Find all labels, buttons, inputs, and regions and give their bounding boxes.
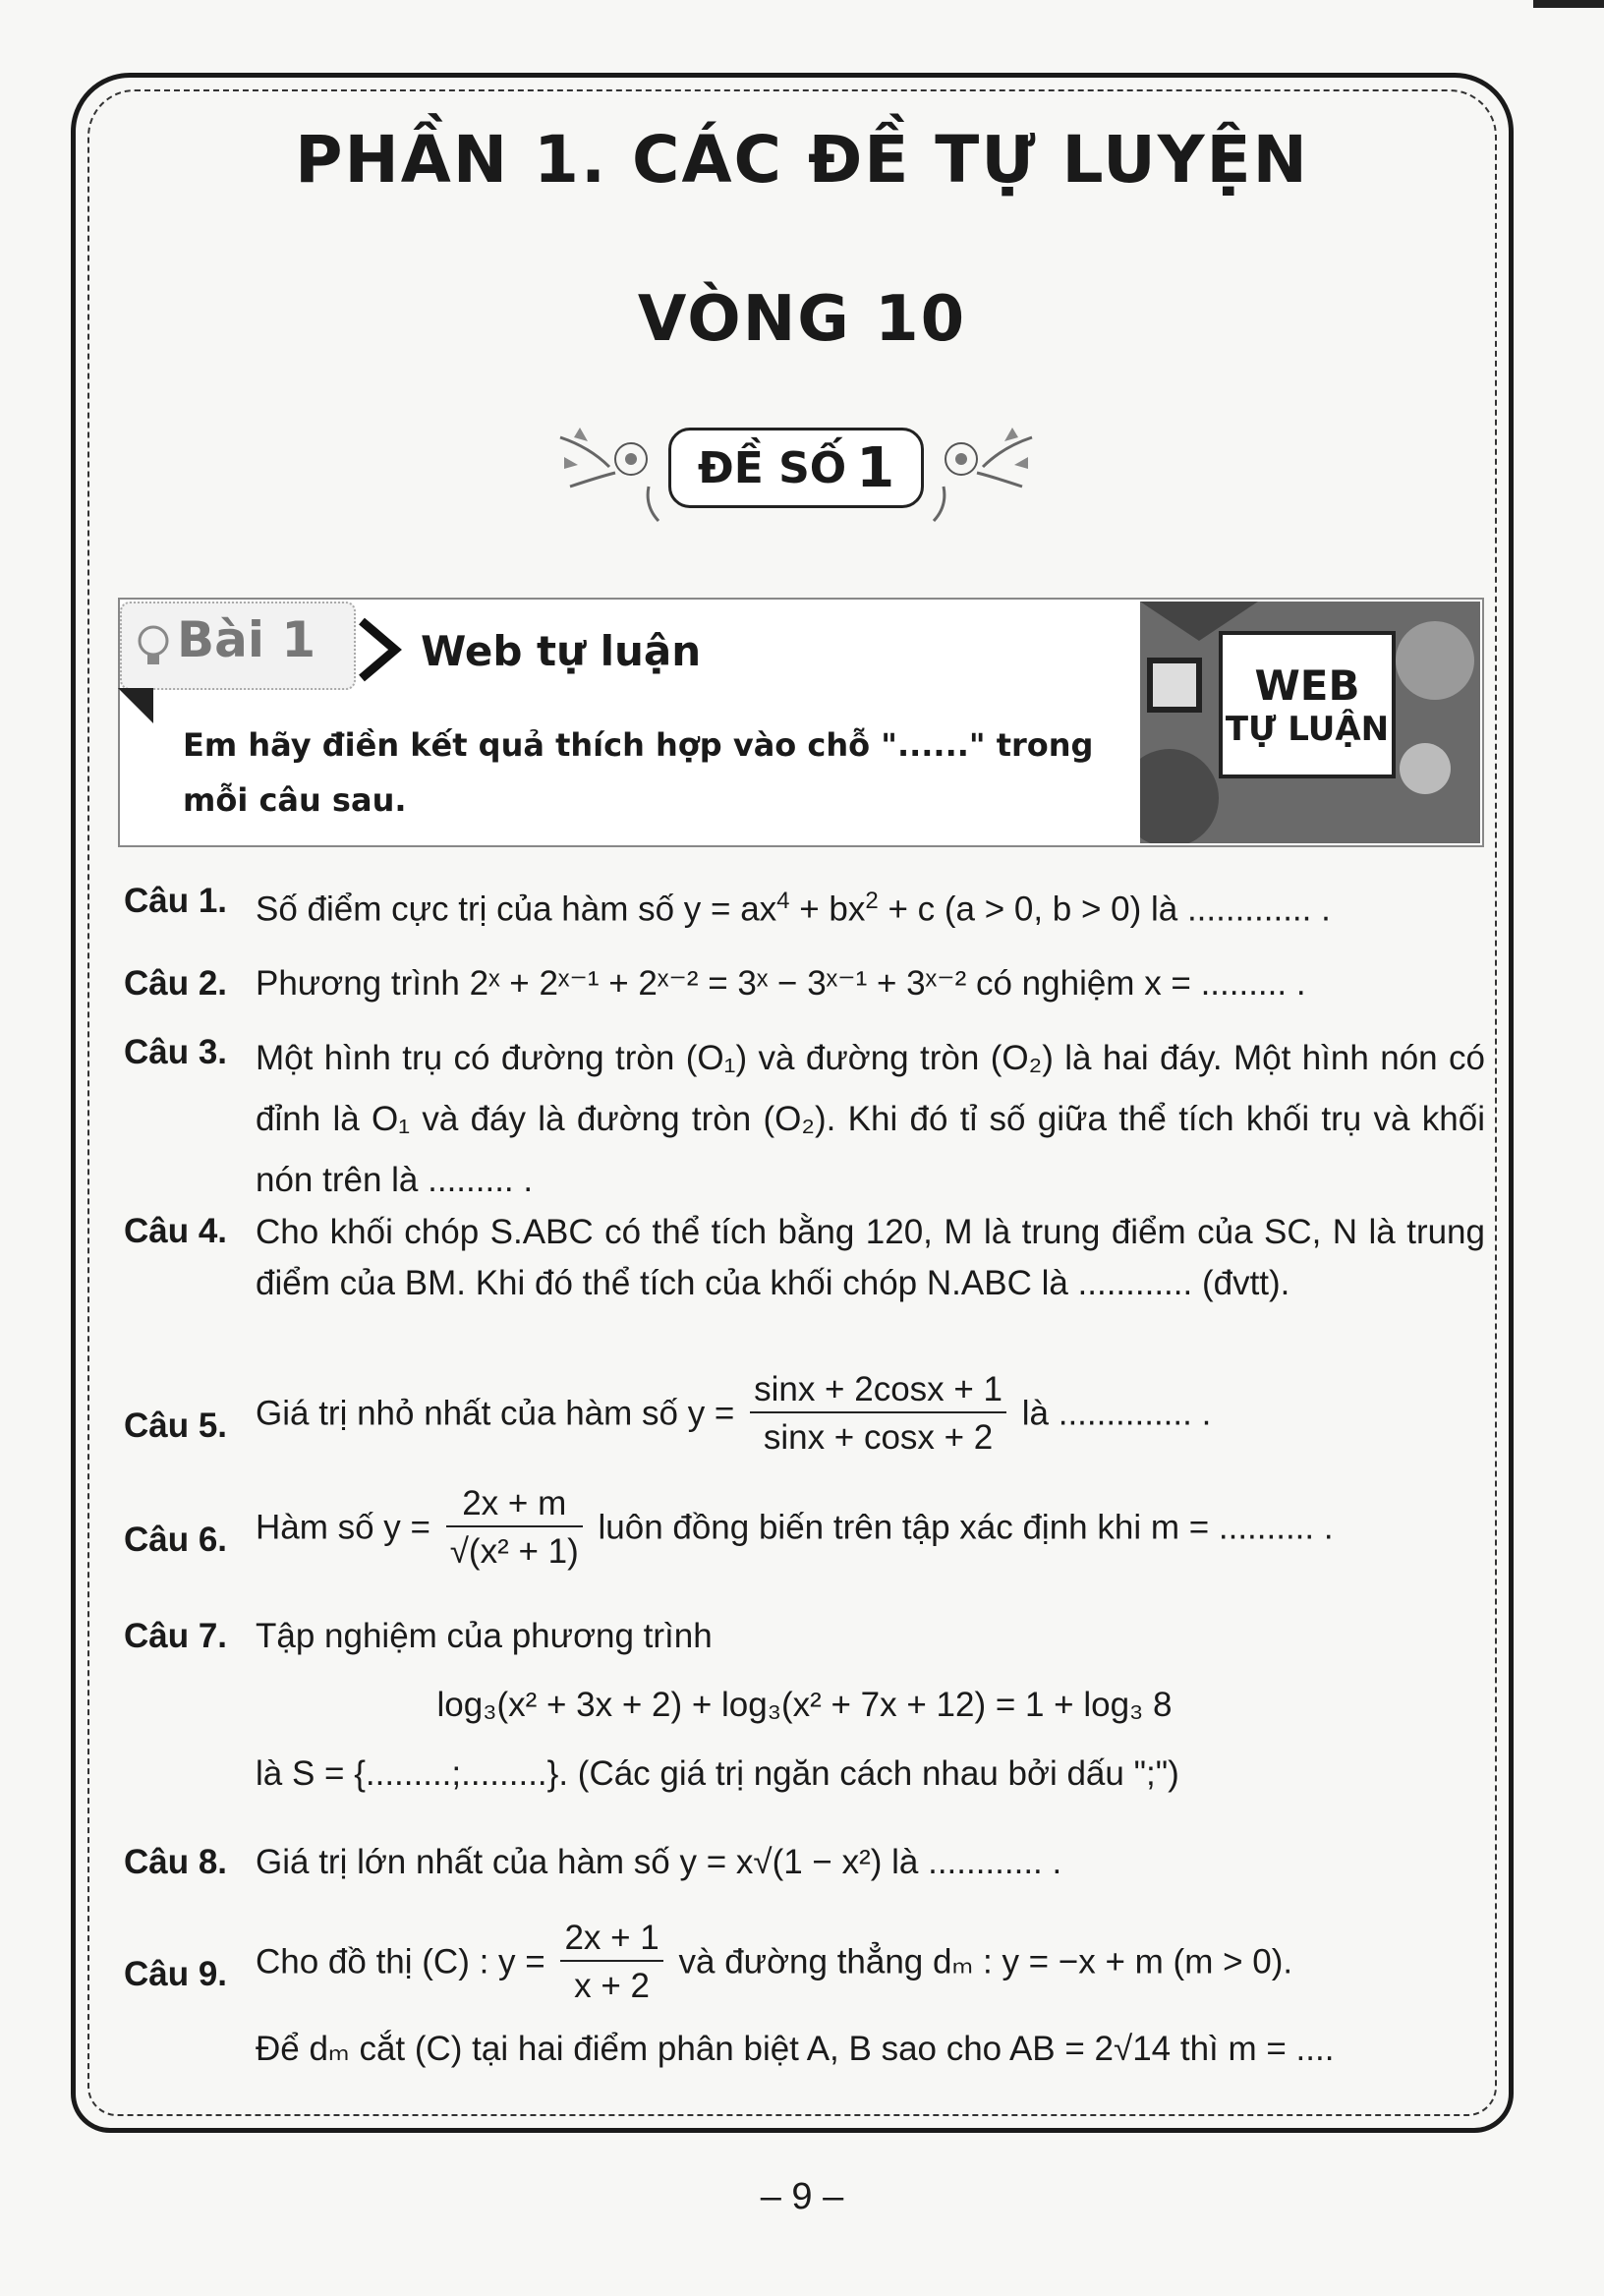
question-label: Câu 1. <box>124 882 228 920</box>
web-sign-line2: TỰ LUẬN <box>1225 709 1390 749</box>
question-6 <box>124 1482 1485 1577</box>
scan-edge-mark <box>1533 0 1604 8</box>
web-sign-line1: WEB <box>1254 660 1360 710</box>
chevron-right-icon <box>356 615 405 684</box>
question-2 <box>124 959 1485 1008</box>
question-text: Một hình trụ có đường tròn (O₁) và đường tròn (O₂) là hai đáy. Một hình nón có đỉnh là O₁ và đáy là đường tròn (O₂). Khi đó tỉ số giữa thể tích khối trụ và khối nón trên là ......... . <box>256 1039 1485 1199</box>
q6-suffix: luôn đồng biến trên tập xác định khi m = .......... . <box>598 1508 1334 1547</box>
question-equation: log₃(x² + 3x + 2) + log₃(x² + 7x + 12) = 1 + log₃ 8 <box>436 1686 1173 1724</box>
q6-prefix: Hàm số y = <box>256 1508 430 1547</box>
q5-suffix: là .............. . <box>1021 1394 1212 1433</box>
q1-part-c: + c (a > 0, b > 0) là ............. . <box>878 890 1331 929</box>
left-floral-icon <box>550 418 668 526</box>
question-9 <box>124 1917 1485 2074</box>
question-label: Câu 8. <box>124 1843 228 1881</box>
question-line2: Để dₘ cắt (C) tại hai điểm phân biệt A, B sao cho AB = 2√14 thì m = .... <box>256 2030 1335 2068</box>
question-text <box>256 1368 1485 1463</box>
exercise-instruction: Em hãy điền kết quả thích hợp vào chỗ "......" trong mỗi câu sau. <box>183 726 1094 819</box>
q1-part-a: Số điểm cực trị của hàm số y = ax <box>256 890 777 929</box>
question-label: Câu 4. <box>124 1212 228 1250</box>
question-3 <box>124 1028 1485 1211</box>
question-line1: Tập nghiệm của phương trình <box>256 1617 713 1655</box>
q1-part-b: + bx <box>789 890 866 929</box>
fraction-denominator: sinx + cosx + 2 <box>750 1411 1006 1463</box>
corner-fold-icon <box>118 688 157 727</box>
right-floral-icon <box>924 418 1042 526</box>
question-5 <box>124 1368 1485 1463</box>
lightbulb-icon <box>136 623 171 674</box>
fraction-denominator: √(x² + 1) <box>446 1525 583 1577</box>
q6-fraction <box>446 1482 583 1577</box>
q5-prefix: Giá trị nhỏ nhất của hàm số y = <box>256 1394 735 1433</box>
question-7 <box>124 1612 1485 1799</box>
fraction-denominator: x + 2 <box>560 1960 662 2011</box>
exam-number-box <box>668 428 924 508</box>
question-label: Câu 9. <box>124 1955 228 1993</box>
question-4 <box>124 1207 1485 1309</box>
question-line3: là S = {.........;.........}. (Các giá trị ngăn cách nhau bởi dấu ";") <box>256 1754 1179 1793</box>
question-label: Câu 3. <box>124 1033 228 1071</box>
web-tu-luan-illustration <box>1140 602 1480 843</box>
exam-label: ĐỀ SỐ <box>697 442 847 493</box>
question-1 <box>124 877 1485 935</box>
question-text <box>256 1917 1485 2011</box>
part-title: PHẦN 1. CÁC ĐỀ TỰ LUYỆN <box>295 122 1309 198</box>
question-text <box>256 1482 1485 1577</box>
question-label: Câu 5. <box>124 1406 228 1445</box>
q9-fraction <box>560 1917 662 2011</box>
round-title: VÒNG 10 <box>637 283 967 356</box>
question-8 <box>124 1838 1485 1887</box>
question-text: Số điểm cực trị của hàm số $y = ax^4 + bx^2 + c$ (a > 0, b > 0) là ............. . <box>256 888 1331 929</box>
q5-fraction <box>750 1368 1006 1463</box>
web-sign <box>1219 631 1396 778</box>
page-number: – 9 – <box>760 2176 844 2217</box>
fraction-numerator: 2x + 1 <box>564 1919 659 1957</box>
exam-number-banner <box>550 418 1042 526</box>
question-text: Cho khối chóp S.ABC có thể tích bằng 120, M là trung điểm của SC, N là trung điểm của BM. Khi đó thể tích của khối chóp N.ABC là ............ (đvtt). <box>256 1213 1485 1302</box>
question-label: Câu 7. <box>124 1617 228 1655</box>
q9-prefix: Cho đồ thị (C) : y = <box>256 1942 545 1981</box>
question-label: Câu 6. <box>124 1521 228 1559</box>
fraction-numerator: 2x + m <box>462 1484 567 1522</box>
question-label: Câu 2. <box>124 964 228 1003</box>
question-text: Phương trình 2ˣ + 2ˣ⁻¹ + 2ˣ⁻² = 3ˣ − 3ˣ⁻¹ + 3ˣ⁻² có nghiệm x = ......... . <box>256 964 1306 1003</box>
question-text: Giá trị lớn nhất của hàm số y = x√(1 − x²) là ............ . <box>256 1843 1062 1881</box>
exercise-title: Web tự luận <box>421 627 702 675</box>
exercise-label: Bài 1 <box>177 611 316 668</box>
q9-suffix: và đường thẳng dₘ : y = −x + m (m > 0). <box>678 1942 1293 1981</box>
exam-number: 1 <box>856 435 895 500</box>
fraction-numerator: sinx + 2cosx + 1 <box>754 1370 1003 1408</box>
